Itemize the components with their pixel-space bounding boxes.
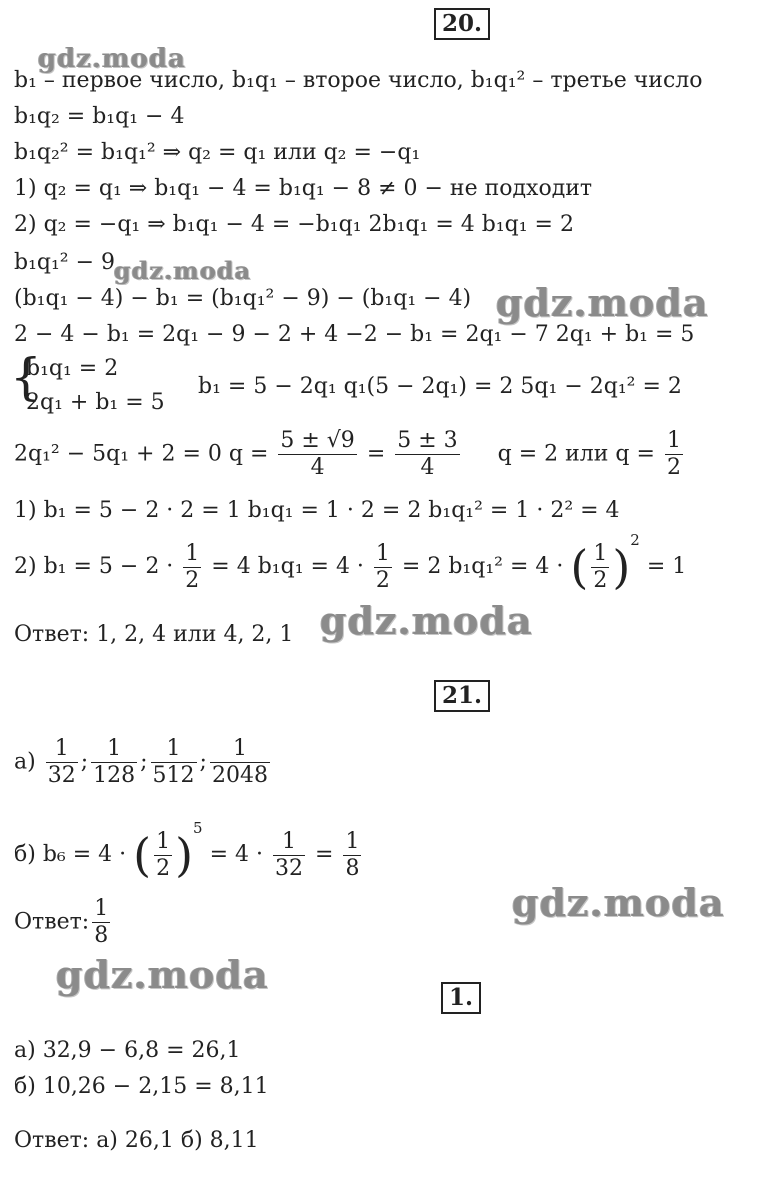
numerator: 1 [666,428,681,453]
fraction [273,829,305,882]
p20-line-4: 1) q₂ = q₁ ⇒ b₁q₁ − 4 = b₁q₁ − 8 ≠ 0 − не подходит [14,176,593,201]
p20-line-9: b₁ = 5 − 2q₁ q₁(5 − 2q₁) = 2 5q₁ − 2q₁² = 2 [198,374,682,399]
fraction [183,541,201,594]
p21-part-a [14,736,273,789]
watermark: gdz.moda [38,44,187,74]
numerator: 1 [91,736,137,763]
fraction [91,736,137,789]
numerator: 1 [345,828,360,854]
p20-line-12-part-d: = 1 [646,554,687,579]
p20-line-10-start: 2q₁² − 5q₁ + 2 = 0 q = [14,441,269,467]
fraction [665,428,683,481]
watermark: gdz.moda [320,598,533,643]
separator: ; [199,749,207,775]
p20-line-10 [14,428,686,481]
p21-b-mid: = 4 · [209,842,264,867]
fraction [343,829,361,882]
fraction [92,896,110,949]
system-brace: { [10,348,42,406]
fraction [154,829,172,882]
numerator: 1 [156,828,171,854]
exponent: 2 [630,531,640,549]
left-paren: ( [570,540,589,594]
denominator: 8 [94,923,109,948]
p20-line-10-end: q = 2 или q = [497,441,655,467]
problem-number-20: 20. [434,8,490,40]
p20-line-11: 1) b₁ = 5 − 2 · 2 = 1 b₁q₁ = 1 · 2 = 2 b₁q₁² = 1 · 2² = 4 [14,498,620,523]
numerator: 1 [151,736,197,763]
p1-part-b: б) 10,26 − 2,15 = 8,11 [14,1074,269,1099]
denominator: 2 [185,567,200,593]
equals: = [315,842,334,867]
p21-a-label: а) [14,749,36,775]
p21-b-start: б) b₆ = 4 · [14,842,127,867]
p20-line-7: (b₁q₁ − 4) − b₁ = (b₁q₁² − 9) − (b₁q₁ − 4) [14,286,472,311]
denominator: 2 [593,567,608,593]
numerator: 1 [185,540,200,566]
p21-answer-label: Ответ: [14,909,90,935]
p20-line-1: b₁ – первое число, b₁q₁ – второе число, b₁q₁² – третье число [14,68,703,93]
numerator: 1 [375,540,390,566]
numerator: 1 [210,736,270,763]
p20-answer: Ответ: 1, 2, 4 или 4, 2, 1 [14,622,294,647]
watermark: gdz.moda [114,256,252,285]
separator: ; [140,749,148,775]
fraction [151,736,197,789]
p20-system-eq-1: b₁q₁ = 2 [26,356,119,381]
numerator: 1 [94,896,109,921]
left-paren: ( [133,828,152,882]
fraction [395,428,459,481]
numerator: 1 [593,540,608,566]
separator: ; [80,749,89,775]
p20-line-8: 2 − 4 − b₁ = 2q₁ − 9 − 2 + 4 −2 − b₁ = 2q₁ − 7 2q₁ + b₁ = 5 [14,322,695,347]
denominator: 2 [666,455,681,480]
numerator: 1 [273,829,305,856]
denominator: 2048 [211,763,268,788]
p20-line-12-part-a: 2) b₁ = 5 − 2 · [14,554,174,579]
fraction [374,541,392,594]
denominator: 2 [375,567,390,593]
p20-line-2: b₁q₂ = b₁q₁ − 4 [14,104,185,129]
p21-part-b [14,819,364,882]
denominator: 32 [47,763,76,788]
denominator: 4 [420,455,435,480]
exponent: 5 [193,819,203,837]
p20-line-3: b₁q₂² = b₁q₁² ⇒ q₂ = q₁ или q₂ = −q₁ [14,140,421,165]
p1-part-a: а) 32,9 − 6,8 = 26,1 [14,1038,241,1063]
fraction [591,541,609,594]
p1-answer: Ответ: а) 26,1 б) 8,11 [14,1128,259,1153]
fraction [46,736,78,789]
problem-number-21: 21. [434,680,490,712]
numerator: 5 ± 3 [397,428,458,453]
denominator: 2 [156,855,171,881]
fraction [210,736,270,789]
problem-number-1: 1. [441,982,481,1014]
p21-answer [14,896,113,949]
equals: = [366,441,386,467]
right-paren: ) [612,540,631,594]
watermark: gdz.moda [512,880,725,925]
numerator: 1 [46,736,78,763]
p20-line-5: 2) q₂ = −q₁ ⇒ b₁q₁ − 4 = −b₁q₁ 2b₁q₁ = 4 b₁q₁ = 2 [14,212,574,237]
right-paren: ) [175,828,194,882]
p20-system-eq-2: 2q₁ + b₁ = 5 [26,390,165,415]
numerator: 5 ± √9 [280,428,355,453]
denominator: 128 [93,763,136,788]
denominator: 4 [310,455,325,480]
fraction [278,428,356,481]
denominator: 512 [152,763,195,788]
p20-line-12 [14,531,687,594]
p20-line-12-part-b: = 4 b₁q₁ = 4 · [211,554,364,579]
denominator: 8 [345,855,360,881]
denominator: 32 [275,855,304,881]
watermark: gdz.moda [56,952,269,997]
watermark: gdz.moda [496,280,709,325]
p20-line-6: b₁q₁² − 9 [14,250,116,275]
p20-line-12-part-c: = 2 b₁q₁² = 4 · [401,554,564,579]
